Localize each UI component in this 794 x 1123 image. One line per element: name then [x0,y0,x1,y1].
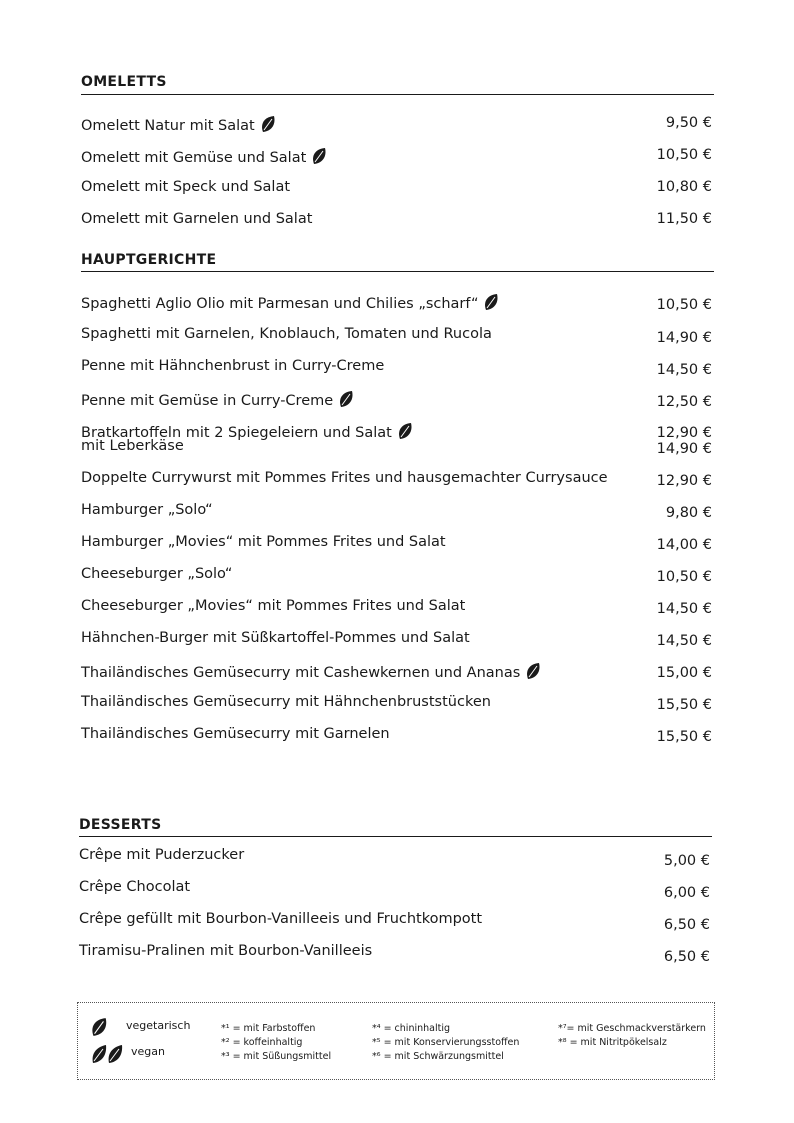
item-price: 6,50 € [663,917,710,933]
menu-item [81,694,714,714]
leaf-icon [397,422,413,444]
menu-item [79,879,712,899]
item-price: 6,00 € [663,885,710,901]
item-price: 12,90 € [656,473,712,489]
item-name: Tiramisu-Pralinen mit Bourbon-Vanilleeis [79,943,373,959]
item-name: Doppelte Currywurst mit Pommes Frites und hausgemachter Currysauce [81,470,608,486]
legend-vegan-label: vegan [131,1045,165,1058]
leaf-icon [311,147,327,169]
item-name: Penne mit Gemüse in Curry-Creme [81,393,334,409]
menu-item [79,911,712,931]
item-name: Hamburger „Solo“ [81,502,213,518]
item-name: Crêpe gefüllt mit Bourbon-Vanilleeis und Fruchtkompott [79,911,483,927]
item-name: Cheeseburger „Solo“ [81,566,233,582]
menu-item [81,179,714,199]
item-price: 10,50 € [656,147,712,163]
item-name: Bratkartoffeln mit 2 Spiegeleiern und Salat [81,425,392,441]
menu-item [81,598,714,618]
item-name: Penne mit Hähnchenbrust in Curry-Creme [81,358,385,374]
double-leaf-icon [90,1043,124,1069]
menu-item [81,502,714,522]
section-divider [79,836,712,837]
item-price: 10,50 € [656,297,712,313]
menu-item [79,943,712,963]
section-divider [81,94,714,95]
section-title: HAUPTGERICHTE [81,252,217,268]
item-name: Crêpe mit Puderzucker [79,847,245,863]
note-additive: *³ = mit Süßungsmittel [221,1051,332,1062]
item-name: Spaghetti Aglio Olio mit Parmesan und Chilies „scharf“ [81,296,479,312]
item-price: 9,50 € [665,115,712,131]
menu-item [81,358,714,378]
menu-item [81,534,714,554]
item-price: 15,00 € [656,665,712,681]
menu-item [81,115,714,135]
item-name: Spaghetti mit Garnelen, Knoblauch, Tomaten und Rucola [81,326,492,342]
item-price: 14,50 € [656,362,712,378]
menu-item [81,566,714,586]
menu-item [81,422,714,458]
item-name: Cheeseburger „Movies“ mit Pommes Frites und Salat [81,598,466,614]
section-title: OMELETTS [81,74,167,90]
item-price: 12,90 € [656,425,712,441]
menu-item [81,293,714,313]
item-name: Hähnchen-Burger mit Süßkartoffel-Pommes und Salat [81,630,470,646]
item-price: 9,80 € [665,505,712,521]
item-name: Thailändisches Gemüsecurry mit Cashewkernen und Ananas [81,665,521,681]
note-additive: *⁴ = chininhaltig [372,1023,450,1034]
item-price: 14,50 € [656,601,712,617]
leaf-icon [338,390,354,412]
note-additive: *⁷= mit Geschmackverstärkern [558,1023,706,1034]
section-divider [81,271,714,272]
menu-item [79,847,712,867]
legend-vegetarian-label: vegetarisch [126,1019,191,1032]
menu-item [81,662,714,682]
item-name: Omelett mit Speck und Salat [81,179,291,195]
menu-item [81,726,714,746]
menu-item [81,326,714,346]
item-price: 12,50 € [656,394,712,410]
item-price: 11,50 € [656,211,712,227]
menu-item [81,470,714,490]
leaf-icon [483,293,499,315]
item-price: 14,00 € [656,537,712,553]
item-price: 15,50 € [656,697,712,713]
item-name: Thailändisches Gemüsecurry mit Hähnchenbruststücken [81,694,491,710]
note-additive: *¹ = mit Farbstoffen [221,1023,316,1034]
item-name: Crêpe Chocolat [79,879,191,895]
menu-item [81,630,714,650]
leaf-icon [525,662,541,684]
note-additive: *⁵ = mit Konservierungsstoffen [372,1037,520,1048]
leaf-icon [90,1017,108,1041]
item-price: 5,00 € [663,853,710,869]
menu-item [81,211,714,231]
legend-box [77,1002,715,1080]
note-additive: *⁶ = mit Schwärzungsmittel [372,1051,504,1062]
item-name: Hamburger „Movies“ mit Pommes Frites und Salat [81,534,446,550]
item-variant-price: 14,90 € [656,441,712,457]
leaf-icon [260,115,276,137]
section-title: DESSERTS [79,817,162,833]
item-price: 10,50 € [656,569,712,585]
item-price: 15,50 € [656,729,712,745]
note-additive: *² = koffeinhaltig [221,1037,303,1048]
item-name: Thailändisches Gemüsecurry mit Garnelen [81,726,390,742]
note-additive: *⁸ = mit Nitritpökelsalz [558,1037,667,1048]
menu-item [81,390,714,410]
menu-item [81,147,714,167]
item-price: 14,90 € [656,330,712,346]
item-name: Omelett mit Gemüse und Salat [81,150,307,166]
item-variant-name: mit Leberkäse [81,438,184,454]
item-price: 14,50 € [656,633,712,649]
item-price: 10,80 € [656,179,712,195]
item-price: 6,50 € [663,949,710,965]
item-name: Omelett mit Garnelen und Salat [81,211,313,227]
item-name: Omelett Natur mit Salat [81,118,255,134]
